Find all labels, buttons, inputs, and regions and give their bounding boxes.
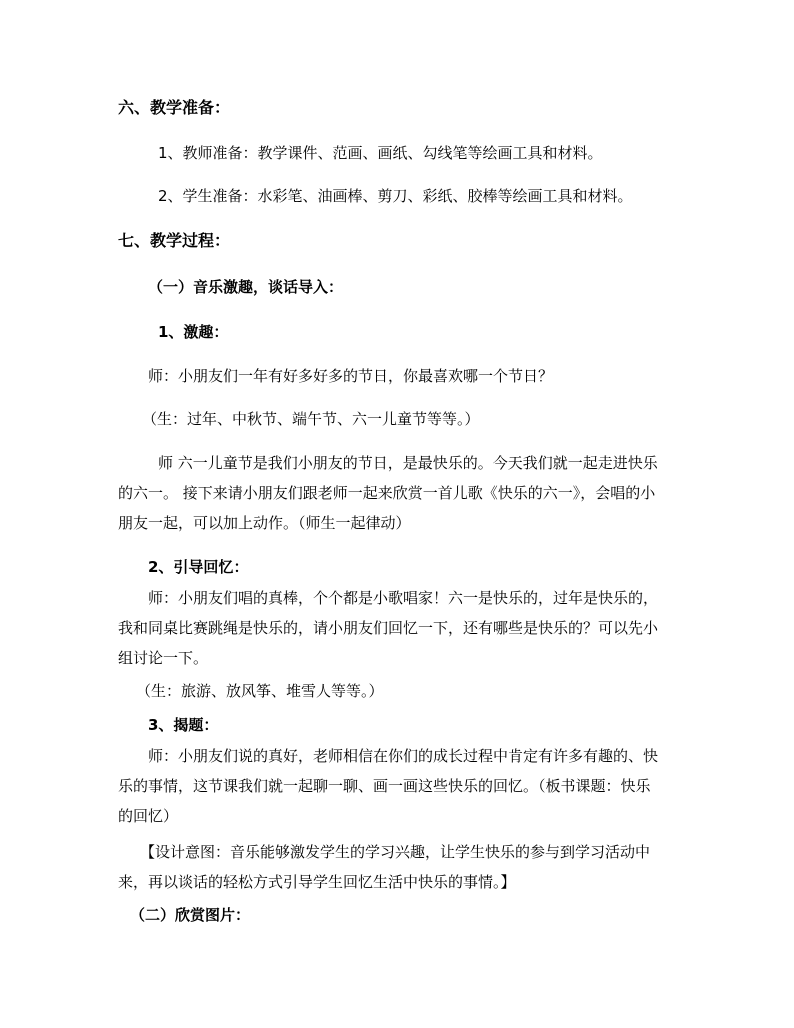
section7-heading: 七、教学过程：: [118, 231, 231, 250]
step1-line: 朋友一起，可以加上动作。（师生一起律动）: [118, 514, 411, 532]
prep-item-student: 2、学生准备：水彩笔、油画棒、剪刀、彩纸、胶棒等绘画工具和材料。: [158, 187, 633, 205]
step2-title: 2、引导回忆：: [148, 558, 249, 576]
step2-line: 我和同桌比赛跳绳是快乐的，请小朋友们回忆一下，还有哪些是快乐的？可以先小: [118, 619, 659, 637]
step1-title: 1、激趣：: [158, 323, 229, 341]
step1-line: 师 六一儿童节是我们小朋友的节日，是最快乐的。今天我们就一起走进快乐: [158, 454, 658, 472]
step2-line: 师：小朋友们唱的真棒，个个都是小歌唱家！六一是快乐的，过年是快乐的，: [148, 589, 659, 607]
step3-title: 3、揭题：: [148, 716, 219, 734]
step2-line: （生：旅游、放风筝、堆雪人等等。）: [136, 682, 384, 700]
step3-line: 乐的事情，这节课我们就一起聊一聊、画一画这些快乐的回忆。（板书课题：快乐: [118, 777, 651, 795]
step3-line: 师：小朋友们说的真好，老师相信在你们的成长过程中肯定有许多有趣的、快: [148, 747, 659, 765]
step1-line: 师：小朋友们一年有好多好多的节日，你最喜欢哪一个节日？: [148, 367, 554, 385]
design-intent-line: 来，再以谈话的轻松方式引导学生回忆生活中快乐的事情。】: [118, 873, 516, 891]
step1-line: 的六一。 接下来请小朋友们跟老师一起来欣赏一首儿歌《快乐的六一》，会唱的小: [118, 484, 656, 502]
part1-heading: （一）音乐激趣，谈话导入：: [148, 278, 344, 296]
step3-line: 的回忆）: [118, 807, 179, 825]
section6-heading: 六、教学准备：: [118, 98, 231, 117]
part2-heading: （二）欣赏图片：: [130, 906, 251, 924]
step1-line: （生：过年、中秋节、端午节、六一儿童节等等。）: [142, 410, 480, 428]
design-intent-line: 【设计意图：音乐能够激发学生的学习兴趣，让学生快乐的参与到学习活动中: [140, 843, 651, 861]
prep-item-teacher: 1、教师准备：教学课件、范画、画纸、勾线笔等绘画工具和材料。: [158, 144, 603, 162]
step2-line: 组讨论一下。: [118, 649, 209, 667]
